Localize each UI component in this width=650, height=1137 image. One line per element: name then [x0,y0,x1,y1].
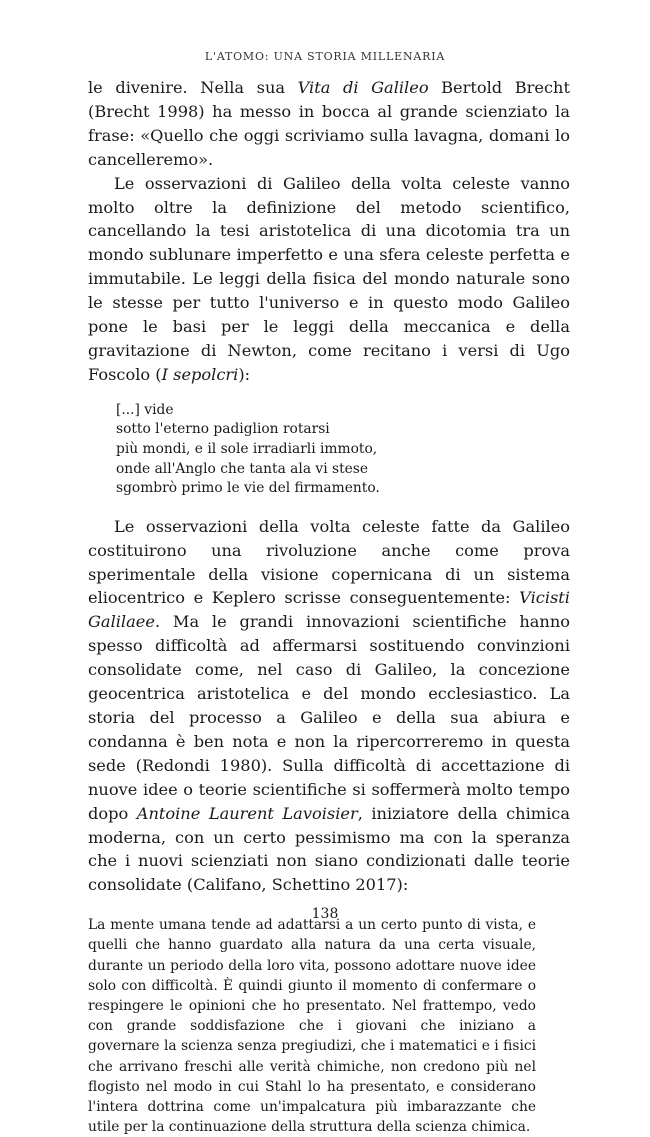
name-lavoisier: Antoine Laurent Lavoisier [136,803,358,823]
title-vita-di-galileo: Vita di Galileo [297,78,429,97]
title-i-sepolcri: I sepolcri [161,364,239,384]
phrase-vicisti-galilaee: Vicisti Galilaee [88,588,570,632]
verse-block [116,401,570,499]
verse-line: [...] vide [116,401,174,418]
paragraph-3: Le osservazioni della volta celeste fatte da Galileo costituirono una rivoluzione anche come prova sperimentale della visione copernicana di un sistema eliocentrico e Keplero scrisse conseguentemente: Vicisti Galilaee. Ma le grandi innovazioni scientifiche hanno spesso difficoltà ad affermarsi sostituendo convinzioni consolidate come, nel caso di Galileo, la concezione geocentrica aristotelica e del mondo ecclesiastico. La storia del processo a Galileo e della sua abiura e condanna è ben nota e non la ripercorreremo in questa sede (Redondi 1980). Sulla difficoltà di accettazione di nuove idee o teorie scientifiche si soffermerà molto tempo dopo Antoine Laurent Lavoisier, iniziatore della chimica moderna, con un certo pessimismo ma con la speranza che i nuovi scienziati non siano condizionati dalle teorie consolidate (Califano, Schettino 2017): [88,516,570,895]
verse-line: onde all'Anglo che tanta ala vi stese [116,460,369,477]
page-number: 138 [311,906,339,922]
page-body [88,76,570,1137]
verse-line: sgombrò primo le vie del firmamento. [116,480,380,497]
paragraph-1: le divenire. Nella sua Vita di Galileo Bertold Brecht (Brecht 1998) ha messo in bocca al grande scienziato la frase: «Quello che oggi scriviamo sulla lavagna, domani lo cancelleremo». [88,78,570,169]
verse-line: sotto l'eterno padiglion rotarsi [116,421,330,438]
block-quote: La mente umana tende ad adattarsi a un certo punto di vista, e quelli che hanno guardato alla natura da una certa visuale, durante un periodo della loro vita, possono adottare nuove idee solo con difficoltà. È quindi giunto il momento di confermare o respingere le opinioni che ho presentato. Nel frattempo, vedo con grande soddisfazione che i giovani che iniziano a governare la scienza senza pregiudizi, che i matematici e i fisici che arrivano freschi alle verità chimiche, non credono più nel flogisto nel modo in cui Stahl lo ha presentato, e considerano l'intera dottrina come un'impalcatura più imbarazzante che utile per la continuazione della struttura della scienza chimica. [88,917,536,1136]
verse-line: più mondi, e il sole irradiarli immoto, [116,440,378,457]
paragraph-2: Le osservazioni di Galileo della volta celeste vanno molto oltre la definizione del metodo scientifico, cancellando la tesi aristotelica di una dicotomia tra un mondo sublunare imperfetto e una sfera celeste perfetta e immutabile. Le leggi della fisica del mondo naturale sono le stesse per tutto l'universo e in questo modo Galileo pone le basi per le leggi della meccanica e della gravitazione di Newton, come recitano i versi di Ugo Foscolo (I sepolcri): [88,173,570,384]
running-header: L'ATOMO: UNA STORIA MILLENARIA [204,50,446,63]
